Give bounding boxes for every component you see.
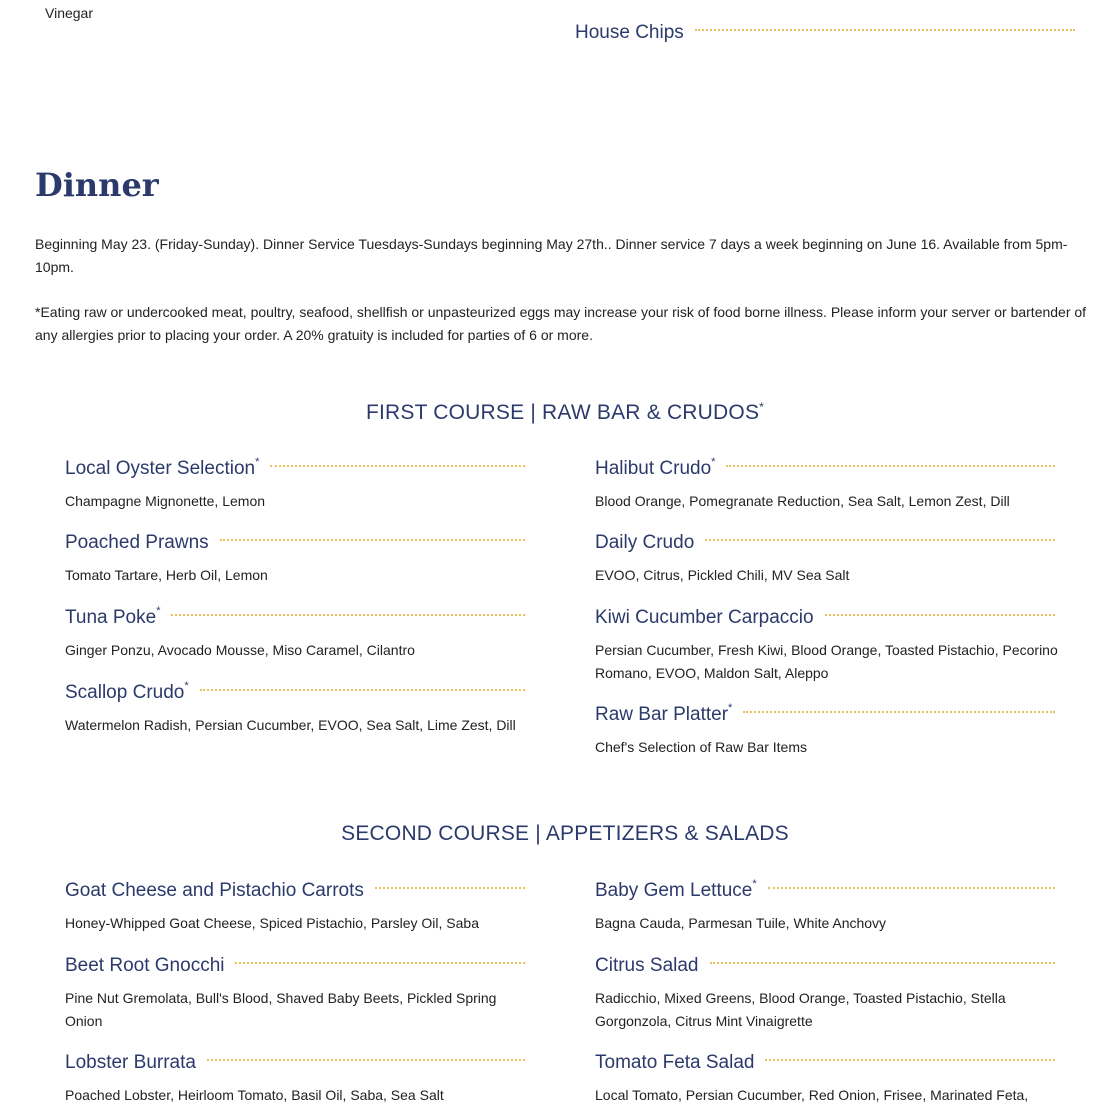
dotted-leader (270, 465, 525, 467)
menu-item (65, 880, 525, 935)
menu-item-name: Scallop Crudo* (65, 680, 189, 703)
dotted-leader (765, 1059, 1055, 1061)
menu-item-name: House Chips (575, 22, 684, 43)
section-heading-second-course: SECOND COURSE | APPETIZERS & SALADS (341, 822, 789, 845)
menu-item (595, 955, 1055, 1032)
menu-item-name: Lobster Burrata (65, 1052, 196, 1073)
menu-item-name: Kiwi Cucumber Carpaccio (595, 607, 814, 628)
menu-item (595, 704, 1055, 759)
menu-item-name: Beet Root Gnocchi (65, 955, 225, 976)
menu-item-description: Poached Lobster, Heirloom Tomato, Basil Oil, Saba, Sea Salt (65, 1087, 444, 1103)
menu-item-description: Pine Nut Gremolata, Bull's Blood, Shaved Baby Beets, Pickled Spring Onion (65, 990, 497, 1029)
menu-item (65, 955, 525, 1032)
menu-item-name: Daily Crudo (595, 532, 695, 553)
menu-item-description: EVOO, Citrus, Pickled Chili, MV Sea Salt (595, 567, 850, 583)
menu-item-name: Tomato Feta Salad (595, 1052, 755, 1073)
menu-item-name: Halibut Crudo* (595, 456, 716, 479)
menu-item-description: Chef's Selection of Raw Bar Items (595, 739, 807, 755)
menu-item (595, 458, 1055, 513)
menu-item (65, 458, 525, 513)
menu-item-name: Goat Cheese and Pistachio Carrots (65, 880, 364, 901)
menu-item (65, 607, 525, 662)
dotted-leader (710, 962, 1056, 964)
menu-item-description: Watermelon Radish, Persian Cucumber, EVOO, Sea Salt, Lime Zest, Dill (65, 717, 516, 733)
dotted-leader (726, 465, 1055, 467)
menu-item (595, 607, 1070, 684)
menu-item-house-chips (575, 22, 1075, 44)
menu-item-name: Baby Gem Lettuce* (595, 878, 757, 901)
dotted-leader (825, 614, 1055, 616)
menu-item-description: Radicchio, Mixed Greens, Blood Orange, Toasted Pistachio, Stella Gorgonzola, Citrus Mint Vinaigrette (595, 990, 1006, 1029)
menu-item-description: Persian Cucumber, Fresh Kiwi, Blood Orange, Toasted Pistachio, Pecorino Romano, EVOO, Maldon Salt, Aleppo (595, 642, 1058, 681)
menu-item (595, 532, 1055, 587)
dotted-leader (743, 711, 1055, 713)
menu-item-name: Local Oyster Selection* (65, 456, 260, 479)
dotted-leader (220, 539, 525, 541)
menu-item-description: Bagna Cauda, Parmesan Tuile, White Anchovy (595, 915, 887, 931)
dotted-leader (768, 887, 1055, 889)
menu-item-description: Tomato Tartare, Herb Oil, Lemon (65, 567, 268, 583)
dotted-leader (200, 689, 525, 691)
dotted-leader (207, 1059, 525, 1061)
dotted-leader (375, 887, 525, 889)
food-warning: *Eating raw or undercooked meat, poultry, seafood, shellfish or unpasteurized eggs may increase your risk of food borne illness. Please inform your server or bartender of any allergies prior to placing your order. A 20% gratuity is included for parties of 6 or more. (35, 304, 1087, 343)
menu-item-description: Blood Orange, Pomegranate Reduction, Sea Salt, Lemon Zest, Dill (595, 493, 1010, 509)
menu-item-description: Champagne Mignonette, Lemon (65, 493, 266, 509)
menu-item (65, 682, 525, 737)
previous-item-description: Vinegar (45, 5, 94, 21)
menu-item (595, 880, 1055, 935)
dotted-leader (171, 614, 525, 616)
menu-item (65, 1052, 525, 1107)
menu-item-name: Poached Prawns (65, 532, 209, 553)
menu-item-name: Raw Bar Platter* (595, 702, 733, 725)
dinner-intro: Beginning May 23. (Friday-Sunday). Dinner Service Tuesdays-Sundays beginning May 27th.. Dinner service 7 days a week beginning on June 16. Available from 5pm-10pm. (35, 236, 1068, 275)
menu-item-description: Honey-Whipped Goat Cheese, Spiced Pistachio, Parsley Oil, Saba (65, 915, 479, 931)
menu-item-name: Citrus Salad (595, 955, 699, 976)
menu-item-description: Local Tomato, Persian Cucumber, Red Onion, Frisee, Marinated Feta, (595, 1087, 1029, 1103)
dotted-leader (705, 539, 1055, 541)
dotted-leader (695, 29, 1075, 31)
menu-item (595, 1052, 1055, 1107)
menu-item-description: Ginger Ponzu, Avocado Mousse, Miso Caramel, Cilantro (65, 642, 415, 658)
section-heading-first-course: FIRST COURSE | RAW BAR & CRUDOS* (365, 400, 765, 424)
menu-item (65, 532, 525, 587)
dotted-leader (235, 962, 525, 964)
menu-item-name: Tuna Poke* (65, 605, 161, 628)
page-title: Dinner (35, 166, 159, 204)
